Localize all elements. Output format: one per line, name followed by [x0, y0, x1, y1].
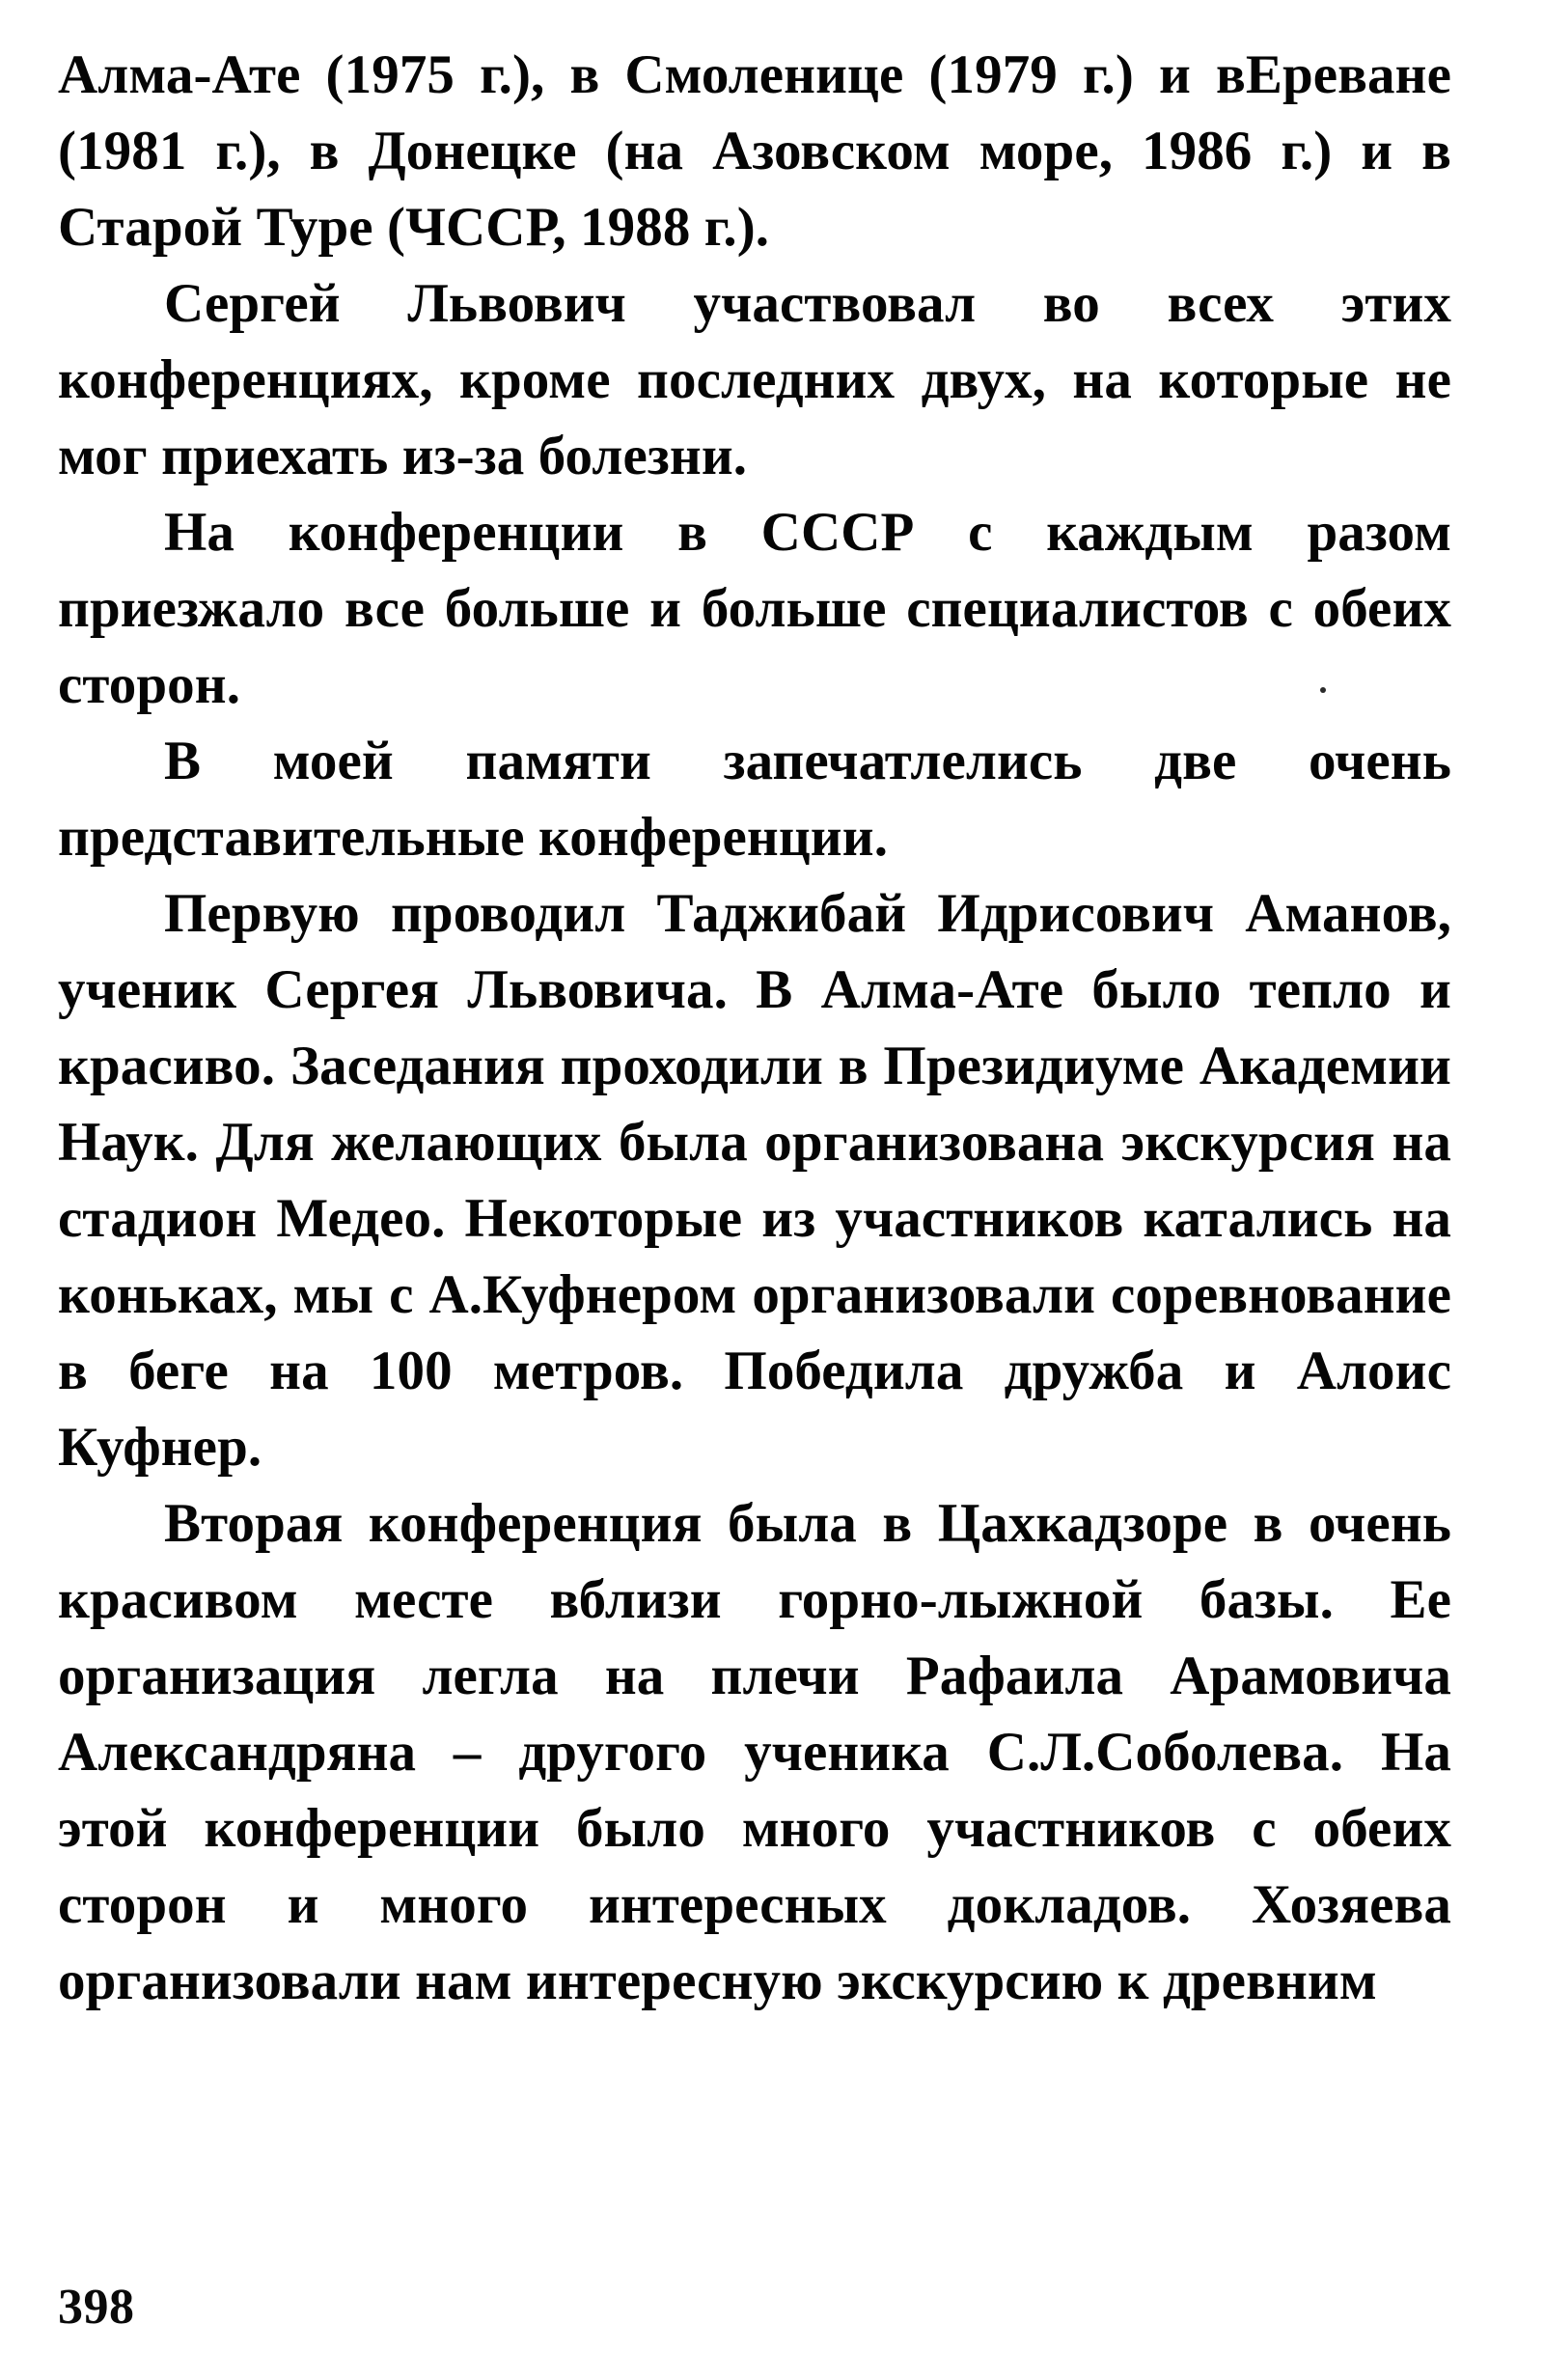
paragraph-6: Вторая конференция была в Цахкадзоре в очень красивом месте вблизи горно-лыжной базы. Ее организация легла на плечи Рафаила Арамовича Александряна – другого ученика С.Л.Соболева. На этой конференции было много участников с обеих сторон и много интересных докладов. Хозяева организовали нам интересную экскурсию к древним [58, 1493, 1451, 2011]
paragraph-2: Сергей Львович участвовал во всех этих конференциях, кроме последних двух, на которые не мог приехать из-за болезни. [58, 273, 1451, 486]
paragraph-5: Первую проводил Таджибай Идрисович Аманов, ученик Сергея Львовича. В Алма-Ате было тепло и красиво. Заседания проходили в Президиуме Академии Наук. Для желающих была организована экскурсия на стадион Медео. Некоторые из участников катались на коньках, мы с А.Куфнером организовали соревнование в беге на 100 метров. Победила дружба и Алоис Куфнер. [58, 883, 1451, 1478]
paragraph-4: В моей памяти запечатлелись две очень представительные конференции. [58, 731, 1451, 868]
scan-speck [1320, 687, 1326, 693]
paragraph-1: Алма-Ате (1975 г.), в Смоленице (1979 г.) и вЕреване (1981 г.), в Донецке (на Азовском море, 1986 г.) и в Старой Туре (ЧССР, 1988 г.). [58, 44, 1451, 258]
page-number: 398 [58, 2280, 135, 2335]
paragraph-3: На конференции в СССР с каждым разом приезжало все больше и больше специалистов с обеих сторон. [58, 502, 1451, 715]
page-body [58, 37, 1451, 2019]
